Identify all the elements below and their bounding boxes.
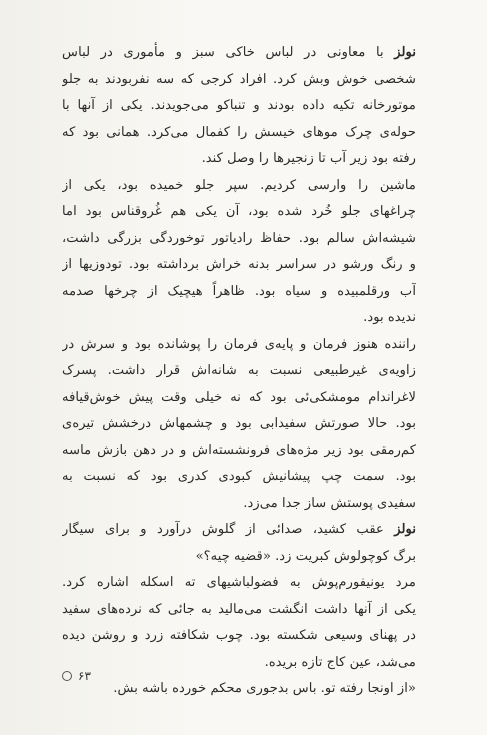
- line-text: می‌شد، عین کاج تازه بریده.: [264, 654, 416, 670]
- text-line: [62, 358, 416, 385]
- circle-ornament-icon: [62, 671, 72, 681]
- line-text: حوله‌ی چرک موهای خیسش را کفمال می‌کرد. همانی بود که: [62, 124, 416, 140]
- text-line: [62, 544, 416, 571]
- line-text: سفیدی پوستش ساز جدا می‌زد.: [243, 495, 416, 511]
- line-text: چراغهای جلو خُرد شده بود، آن یکی هم غُروقناس بود اما: [62, 204, 416, 219]
- text-line: [62, 650, 416, 677]
- text-line: [62, 570, 416, 597]
- line-text: یکی از آنها داشت انگشت می‌مالید به جائی که نرده‌های سفید: [62, 601, 416, 617]
- text-line: [62, 67, 416, 94]
- text-line: [62, 517, 416, 544]
- line-text: بود. سمت چپ پیشانیش کبودی کدری بود که نسبت به: [62, 469, 416, 484]
- text-line: [62, 385, 416, 412]
- page-number: ۶۳: [78, 669, 91, 683]
- text-line: [62, 93, 416, 120]
- text-line: [62, 40, 416, 67]
- line-text: کم‌رمقی بود زیر مژه‌های فرونشسته‌اش و در دهن بازش ماسه: [62, 442, 416, 458]
- line-text: لاغراندام مومشکی‌ئی بود که نه خیلی وقت پیش خوش‌قیافه: [62, 389, 416, 405]
- text-line: [62, 252, 416, 279]
- text-line: [62, 120, 416, 147]
- character-name: نولز: [394, 45, 416, 60]
- text-line: [62, 676, 416, 703]
- line-text: رفته بود زیر آب تا زنجیرها را وصل کند.: [201, 151, 416, 166]
- line-text: ماشین را وارسی کردیم. سپر جلو خمیده بود، یکی از: [62, 177, 416, 193]
- text-line: [62, 597, 416, 624]
- line-text: موتورخانه تکیه داده بودند و تنباکو می‌جویدند. یکی از آنها با: [62, 98, 416, 113]
- line-text: بود. حالا صورتش سفیدابی بود و چشمهاش درخشش تیره‌ی: [62, 416, 416, 431]
- text-line: [62, 279, 416, 306]
- line-text: آب ورقلمبیده و سیاه بود. ظاهراً هیچیک از چرخها صدمه: [62, 283, 416, 299]
- text-line: [62, 173, 416, 200]
- line-text: برگ کوچولوش کبریت زد. «قضیه چیه؟»: [195, 548, 416, 564]
- line-text: در پهنای وسیعی شکسته بود. چوب شکافته زرد و روشن دیده: [62, 628, 416, 643]
- text-line: [62, 146, 416, 173]
- line-text: مرد یونیفورم‌پوش به فضولباشیهای ته اسکله اشاره کرد.: [62, 575, 416, 590]
- text-line: [62, 332, 416, 359]
- line-text: با معاونی در لباس خاکی سبز و مأموری در لباس: [62, 45, 395, 60]
- text-line: [62, 623, 416, 650]
- text-line: [62, 226, 416, 253]
- text-line: [62, 491, 416, 518]
- character-name: نولز: [394, 522, 416, 537]
- line-text: «از اونجا رفته تو. باس بدجوری محکم خورده باشه بش.: [113, 681, 416, 696]
- line-text: راننده هنوز فرمان و پایه‌ی فرمان را پوشانده بود و سرش در: [62, 336, 416, 352]
- line-text: ندیده بود.: [363, 310, 416, 325]
- text-line: [62, 305, 416, 332]
- line-text: و رنگ ورشو در سراسر بدنه خراش برداشته بود. تودوزیها از: [62, 257, 416, 272]
- line-text: زاویه‌ی غیرطبیعی نسبت به شانه‌اش قرار داشت. پسرک: [62, 363, 416, 378]
- text-line: [62, 199, 416, 226]
- page-footer: [62, 669, 91, 683]
- text-line: [62, 411, 416, 438]
- text-line: [62, 464, 416, 491]
- body-text: [62, 40, 416, 703]
- line-text: شیشه‌اش سالم بود. حفاظ رادیاتور توخوردگی بزرگی داشت،: [62, 230, 416, 246]
- line-text: شخصی خوش وبش کرد. افراد کرجی که سه نفربودند به جلو: [62, 71, 416, 87]
- text-line: [62, 438, 416, 465]
- line-text: عقب کشید، صدائی از گلوش درآورد و برای سیگار: [62, 522, 395, 537]
